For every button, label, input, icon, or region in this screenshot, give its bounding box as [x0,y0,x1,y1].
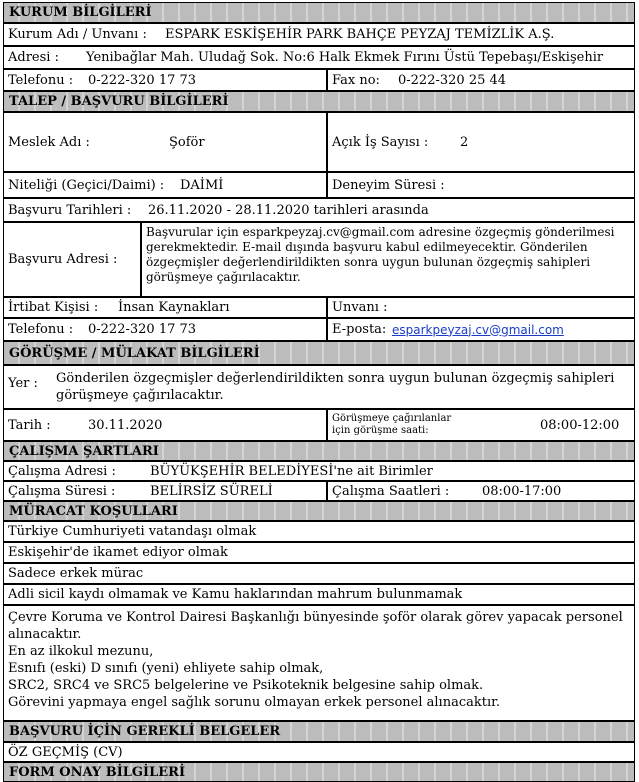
section-header-gorusme: GÖRÜŞME / MÜLAKAT BİLGİLERİ [3,341,635,365]
section-header-muracat: MÜRACAT KOŞULLARI [3,501,635,521]
row-kurum-adi [3,23,635,46]
label-gorusme-saat-line1: Görüşmeye çağırılanlar [332,413,452,424]
value-calisma-saat: 08:00-17:00 [482,483,562,499]
value-calisma-adres: BÜYÜKŞEHİR BELEDİYESİ'ne ait Birimler [150,463,433,479]
section-header-talep: TALEP / BAŞVURU BİLGİLERİ [3,91,635,112]
detail-line: Esnıfı (eski) D sınıfı (yeni) ehliyete sahip olmak, [8,661,324,676]
section-header-calisma: ÇALIŞMA ŞARTLARI [3,441,635,461]
label-kurum-adi: Kurum Adı / Unvanı : [8,27,147,42]
row-gorusme-tarih [3,409,327,441]
row-calisma-adres [3,461,635,481]
label-basvuru-tarih: Başvuru Tarihleri : [8,202,132,218]
row-yer [3,365,635,409]
label-basvuru-adres-cell [3,222,141,297]
row-talep-telefon [3,318,327,341]
row-unvan [327,297,635,318]
row-irtibat [3,297,327,318]
value-kurum-fax: 0-222-320 25 44 [398,72,507,88]
value-yer: Gönderilen özgeçmişler değerlendirildikten sonra uygun bulunan özgeçmiş sahipleri görüşmeye çağırılacaktır. [56,371,615,403]
label-kurum-telefon: Telefonu : [8,72,74,88]
detail-line: Çevre Koruma ve Kontrol Dairesi Başkanlığı bünyesinde şoför olarak görev yapacak personel alınacaktır. [8,610,623,642]
value-kurum-adi: ESPARK ESKİŞEHİR PARK BAHÇE PEYZAJ TEMİZLİK A.Ş. [165,27,555,42]
row-calisma-sure [3,481,327,501]
label-gorusme-saat [332,413,532,437]
label-gorusme-saat-line2: için görüşme saati: [332,425,429,436]
value-gorusme-tarih: 30.11.2020 [88,417,163,433]
value-kurum-adres: Yenibağlar Mah. Uludağ Sok. No:6 Halk Ekmek Fırını Üstü Tepebaşı/Eskişehir [86,50,604,65]
label-talep-telefon: Telefonu : [8,322,74,337]
value-basvuru-adres: Başvurular için esparkpeyzaj.cv@gmail.com adresine özgeçmiş gönderilmesi gerekmektedir. E-mail dışında başvuru kabul edilmeyecektir. Gönderilen özgeçmişler değerlendirildikten sonra uygun bulunan özgeçmiş sahipleri görüşmeye çağırılacaktır. [141,222,635,297]
muracat-details [3,605,635,721]
detail-line: En az ilkokul mezunu, [8,644,154,659]
label-eposta: E-posta: [332,322,387,337]
value-calisma-sure: BELİRSİZ SÜRELİ [150,483,273,499]
label-acik-is: Açık İş Sayısı : [332,134,429,150]
label-irtibat: İrtibat Kişisi : [8,300,99,315]
row-basvuru-tarih [3,198,635,222]
section-header-kurum: KURUM BİLGİLERİ [3,2,635,23]
list-item: Sadece erkek mürac [3,563,635,584]
value-gorusme-saat: 08:00-12:00 [540,417,620,433]
value-nitelik: DAİMİ [180,177,224,193]
row-acik-is [327,112,635,172]
value-basvuru-tarih: 26.11.2020 - 28.11.2020 tarihleri arasında [148,202,429,218]
row-nitelik [3,172,327,198]
value-kurum-telefon: 0-222-320 17 73 [88,72,197,88]
list-item: Adli sicil kaydı olmamak ve Kamu haklarından mahrum bulunmamak [3,584,635,605]
value-acik-is: 2 [460,134,469,150]
section-header-belgeler: BAŞVURU İÇİN GEREKLİ BELGELER [3,721,635,742]
value-meslek: Şoför [169,134,205,150]
section-header-form-onay: FORM ONAY BİLGİLERİ [3,762,635,782]
label-calisma-adres: Çalışma Adresi : [8,463,116,479]
label-unvan: Unvanı : [332,300,388,315]
detail-line: Görevini yapmaya engel sağlık sorunu olmayan erkek personel alınacaktır. [8,695,501,710]
row-meslek [3,112,327,172]
label-deneyim: Deneyim Süresi : [332,177,445,193]
value-talep-telefon: 0-222-320 17 73 [88,322,197,337]
list-item: Eskişehir'de ikamet ediyor olmak [3,542,635,563]
label-yer: Yer : [8,376,38,391]
row-gorusme-saat [327,409,635,441]
label-calisma-sure: Çalışma Süresi : [8,483,116,499]
detail-line: SRC2, SRC4 ve SRC5 belgelerine ve Psikoteknik belgesine sahip olmak. [8,678,484,693]
row-calisma-saat [327,481,635,501]
row-eposta [327,318,635,341]
row-deneyim [327,172,635,198]
row-kurum-fax [327,69,635,91]
label-kurum-fax: Fax no: [332,72,380,88]
belge-item: ÖZ GEÇMİŞ (CV) [3,742,635,762]
label-gorusme-tarih: Tarih : [8,417,51,433]
row-kurum-telefon [3,69,327,91]
row-kurum-adres [3,46,635,69]
list-item: Türkiye Cumhuriyeti vatandaşı olmak [3,521,635,542]
label-calisma-saat: Çalışma Saatleri : [332,483,450,499]
label-basvuru-adres: Başvuru Adresi : [8,252,118,267]
value-irtibat: İnsan Kaynakları [118,300,230,315]
label-kurum-adres: Adresi : [8,50,59,65]
email-link[interactable]: esparkpeyzaj.cv@gmail.com [392,322,564,337]
label-nitelik: Niteliği (Geçici/Daimi) : [8,177,165,193]
label-meslek: Meslek Adı : [8,134,90,150]
